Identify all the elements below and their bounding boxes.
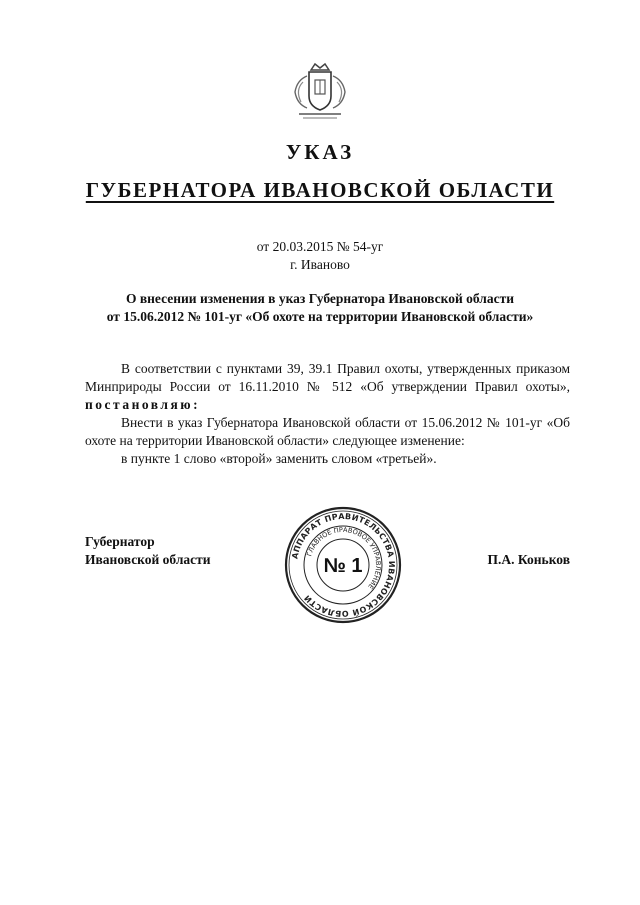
official-seal: [284, 506, 402, 624]
date-number: от 20.03.2015 № 54-уг: [256, 239, 384, 254]
document-body: [85, 360, 570, 468]
seal-ring-text: АППАРАТ ПРАВИТЕЛЬСТВА ИВАНОВСКОЙ ОБЛАСТИ: [290, 511, 397, 619]
body-paragraph-1-text: В соответствии с пунктами 39, 39.1 Правил охоты, утвержденных приказом Минприроды России от 16.11.2010 № 512 «Об утверждении Правил охоты»,: [85, 361, 570, 394]
coat-of-arms-icon: [285, 62, 355, 122]
document-title: УКАЗ: [285, 140, 355, 164]
subject-line-1: О внесении изменения в указ Губернатора Ивановской области: [125, 291, 514, 306]
signatory-position-line-2: Ивановской области: [85, 552, 211, 567]
subject-heading: [70, 290, 570, 326]
signatory-position: [85, 533, 211, 569]
signatory-name: П.А. Коньков: [487, 552, 570, 567]
decree-keyword: постановляю:: [85, 397, 201, 412]
seal-number: № 1: [323, 555, 363, 577]
body-paragraph-3: в пункте 1 слово «второй» заменить словом «третьей».: [121, 451, 437, 466]
date-block: [0, 238, 640, 274]
document-subtitle: ГУБЕРНАТОРА ИВАНОВСКОЙ ОБЛАСТИ: [85, 178, 555, 202]
city: г. Иваново: [290, 257, 350, 272]
seal-inner-text: ГЛАВНОЕ ПРАВОВОЕ УПРАВЛЕНИЕ: [305, 525, 383, 591]
body-paragraph-1: [85, 360, 570, 414]
subject-line-2: от 15.06.2012 № 101-уг «Об охоте на территории Ивановской области»: [106, 309, 534, 324]
body-paragraph-2: Внести в указ Губернатора Ивановской области от 15.06.2012 № 101-уг «Об охоте на территории Ивановской области» следующее изменение:: [85, 415, 570, 448]
signatory-position-line-1: Губернатор: [85, 534, 155, 549]
